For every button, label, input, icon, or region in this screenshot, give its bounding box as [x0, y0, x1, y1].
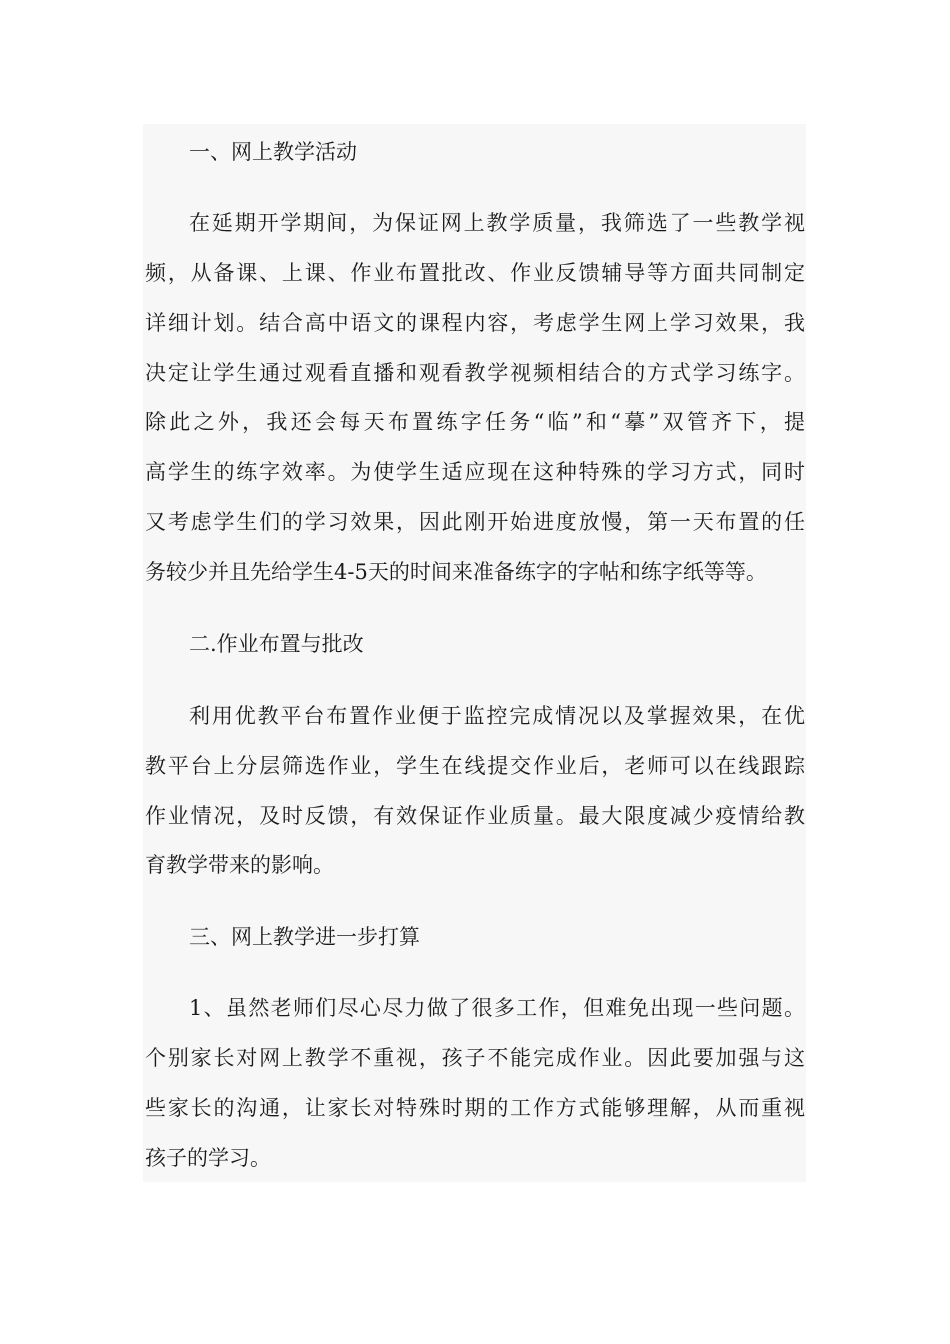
- paragraph-line: 高学生的练字效率。为使学生适应现在这种特殊的学习方式，同时: [145, 460, 805, 484]
- paragraph-line: 些家长的沟通，让家长对特殊时期的工作方式能够理解，从而重视: [145, 1096, 805, 1120]
- paragraph-line: 1、虽然老师们尽心尽力做了很多工作，但难免出现一些问题。: [189, 996, 805, 1020]
- paragraph-line: 育教学带来的影响。: [145, 853, 334, 877]
- paragraph-line: 作业情况，及时反馈，有效保证作业质量。最大限度减少疫情给教: [145, 804, 805, 828]
- section-heading-1: 一、网上教学活动: [189, 140, 357, 164]
- paragraph-line: 利用优教平台布置作业便于监控完成情况以及掌握效果，在优: [189, 704, 805, 728]
- paragraph-line: 频，从备课、上课、作业布置批改、作业反馈辅导等方面共同制定: [145, 261, 805, 285]
- paragraph-line: 在延期开学期间，为保证网上教学质量，我筛选了一些教学视: [189, 211, 805, 235]
- paragraph-line: 孩子的学习。: [145, 1146, 271, 1170]
- paragraph-line: 个别家长对网上教学不重视，孩子不能完成作业。因此要加强与这: [145, 1046, 805, 1070]
- section-heading-2: 二.作业布置与批改: [189, 632, 364, 656]
- paragraph-line: 又考虑学生们的学习效果，因此刚开始进度放慢，第一天布置的任: [145, 510, 805, 534]
- paragraph-line: 决定让学生通过观看直播和观看教学视频相结合的方式学习练字。: [145, 361, 805, 385]
- paragraph-line: 除此之外，我还会每天布置练字任务“临”和“摹”双管齐下，提: [145, 410, 805, 434]
- paragraph-line: 详细计划。结合高中语文的课程内容，考虑学生网上学习效果，我: [145, 311, 805, 335]
- paragraph-line: 教平台上分层筛选作业，学生在线提交作业后，老师可以在线跟踪: [145, 754, 805, 778]
- paragraph-line: 务较少并且先给学生4-5天的时间来准备练字的字帖和练字纸等等。: [145, 560, 767, 584]
- section-heading-3: 三、网上教学进一步打算: [189, 925, 420, 949]
